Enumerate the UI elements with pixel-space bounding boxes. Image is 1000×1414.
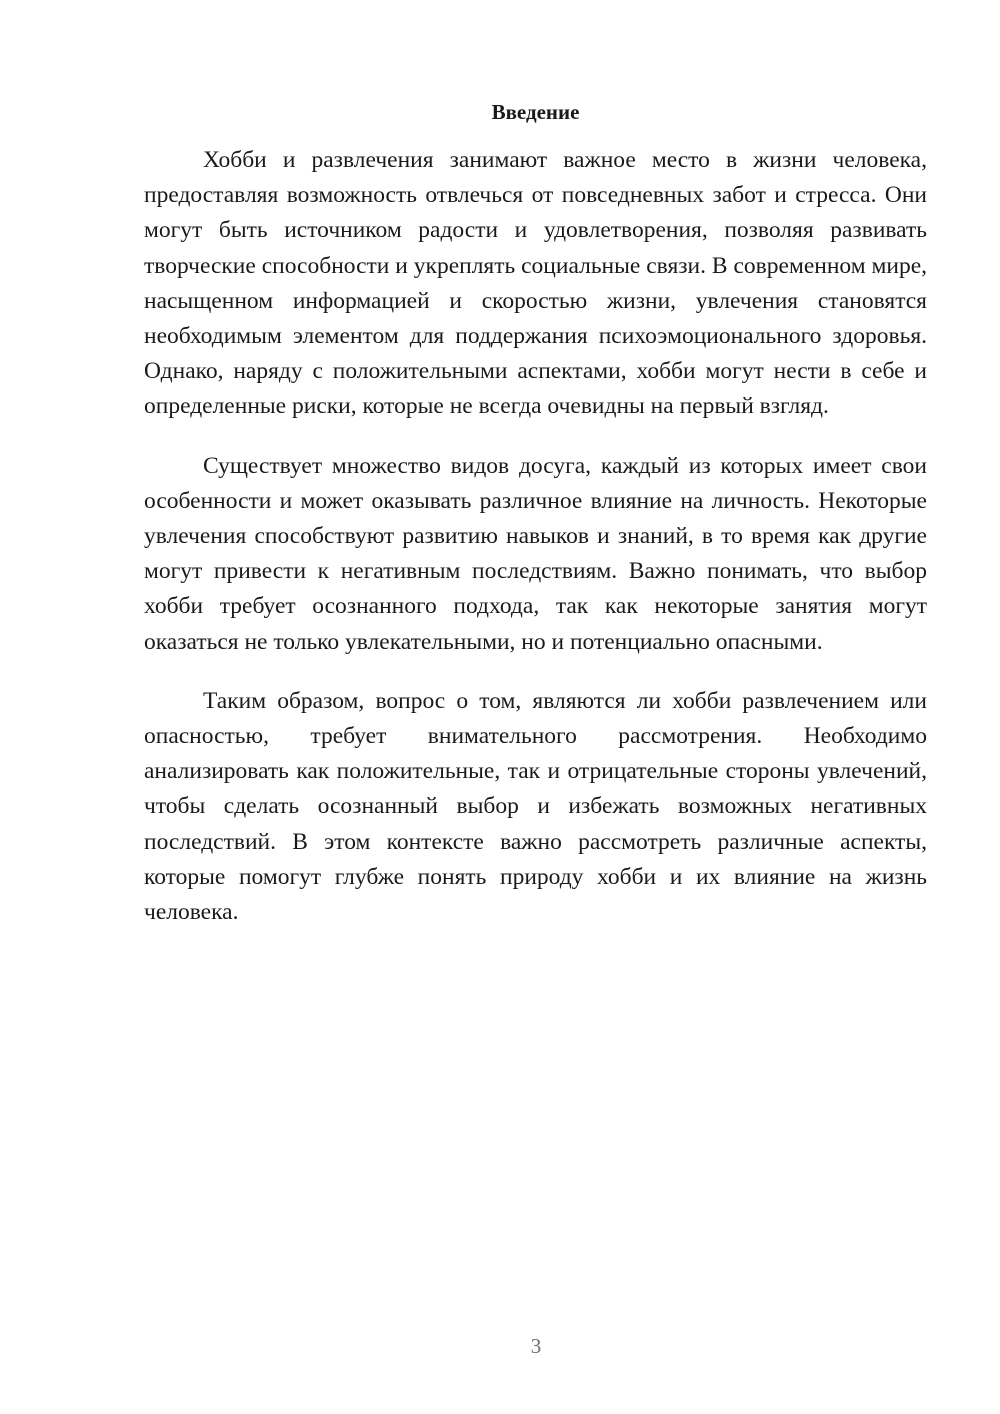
paragraph-2: Существует множество видов досуга, каждый из которых имеет свои особенности и может оказывать различное влияние на личность. Некоторые увлечения способствуют развитию навыков и знаний, в то время как другие могут привести к негативным последствиям. Важно понимать, что выбор хобби требует осознанного подхода, так как некоторые занятия могут оказаться не только увлекательными, но и потенциально опасными. bbox=[144, 452, 927, 655]
paragraph-3: Таким образом, вопрос о том, являются ли хобби развлечением или опасностью, требует внимательного рассмотрения. Необходимо анализировать как положительные, так и отрицательные стороны увлечений, чтобы сделать осознанный выбор и избежать возможных негативных последствий. В этом контексте важно рассмотреть различные аспекты, которые помогут глубже понять природу хобби и их влияние на жизнь человека. bbox=[144, 687, 927, 926]
page-title: Введение bbox=[491, 100, 580, 124]
paragraph-1: Хобби и развлечения занимают важное место в жизни человека, предоставляя возможность отвлечься от повседневных забот и стресса. Они могут быть источником радости и удовлетворения, позволяя развивать творческие способности и укреплять социальные связи. В современном мире, насыщенном информацией и скоростью жизни, увлечения становятся необходимым элементом для поддержания психоэмоционального здоровья. Однако, наряду с положительными аспектами, хобби могут нести в себе и определенные риски, которые не всегда очевидны на первый взгляд. bbox=[144, 147, 927, 420]
page-number: 3 bbox=[530, 1334, 542, 1358]
document-body bbox=[144, 143, 927, 954]
